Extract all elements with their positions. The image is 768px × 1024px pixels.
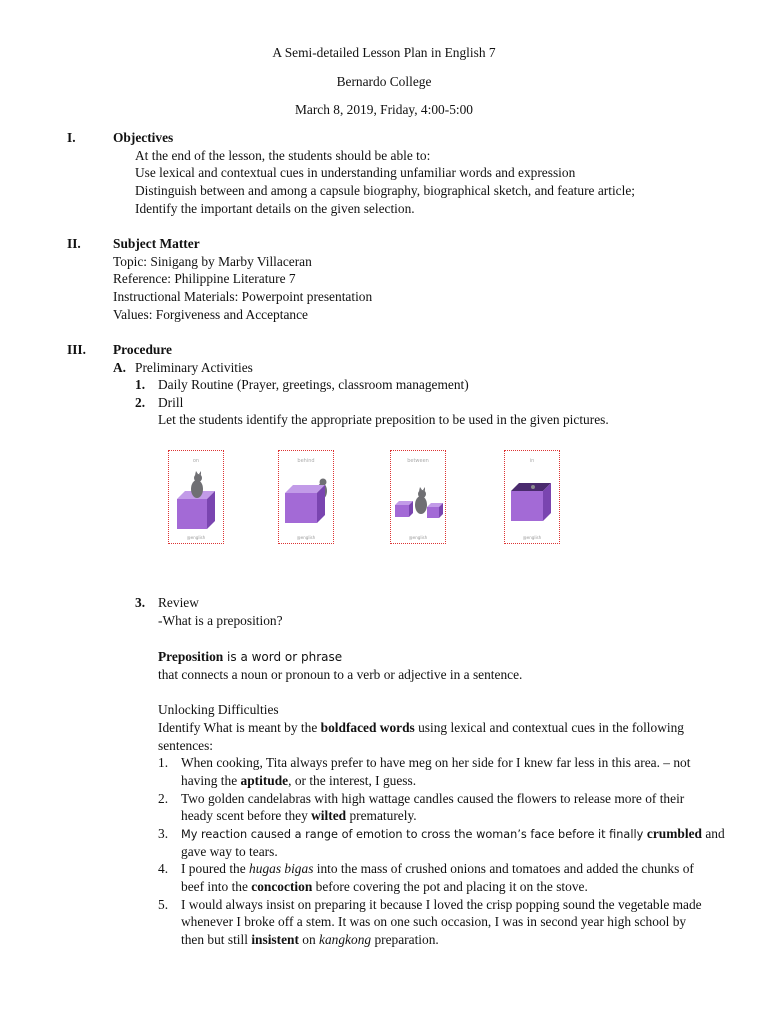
sentence-line: heady scent before they wilted prematurely. — [181, 808, 417, 823]
section-heading-procedure: Procedure — [113, 342, 173, 357]
sentence-number: 4. — [158, 861, 169, 876]
sentence-line: When cooking, Tita always prefer to have meg on her side for I knew far less in this area. – not — [181, 755, 691, 770]
sentence-number: 3. — [158, 826, 169, 841]
subject-line: Values: Forgiveness and Acceptance — [113, 307, 308, 322]
lesson-date: March 8, 2019, Friday, 4:00-5:00 — [294, 102, 474, 117]
sentence-line: My reaction caused a range of emotion to cross the woman’s face before it finally crumbled and — [181, 826, 725, 841]
card-caption: between — [407, 458, 429, 464]
sentence-line: then but still insistent on kangkong preparation. — [181, 932, 439, 947]
section-heading-subject: Subject Matter — [113, 236, 200, 251]
preposition-definition — [158, 648, 342, 666]
card-footer: @english — [522, 535, 542, 540]
objective-line: Distinguish between and among a capsule biography, biographical sketch, and feature article; — [135, 183, 635, 198]
item-text: Daily Routine (Prayer, greetings, classroom management) — [158, 377, 469, 392]
item-text: Review — [158, 595, 199, 610]
definition-line: that connects a noun or pronoun to a verb or adjective in a sentence. — [158, 667, 523, 682]
preposition-card-in — [504, 450, 560, 544]
subject-line: Reference: Philippine Literature 7 — [113, 271, 296, 286]
card-footer: @english — [296, 535, 316, 540]
item-number: 2. — [135, 395, 146, 410]
definition-text: is a word or phrase — [223, 650, 343, 664]
card-caption: in — [529, 458, 535, 464]
subsection-letter: A. — [113, 360, 127, 375]
card-footer: @english — [186, 535, 206, 540]
sentence-number: 5. — [158, 897, 169, 912]
definition-term: Preposition — [158, 649, 224, 664]
section-number-procedure: III. — [67, 342, 86, 357]
item-number: 1. — [135, 377, 146, 392]
objective-line: Use lexical and contextual cues in understanding unfamiliar words and expression — [135, 165, 576, 180]
objective-line: Identify the important details on the given selection. — [135, 201, 415, 216]
sentence-line: beef into the concoction before covering the pot and placing it on the stove. — [181, 879, 588, 894]
preposition-card-behind — [278, 450, 334, 544]
objective-line: At the end of the lesson, the students should be able to: — [135, 148, 431, 163]
unlocking-instruction-line2: sentences: — [158, 738, 214, 753]
card-caption: behind — [297, 458, 315, 464]
unlocking-instruction: Identify What is meant by the boldfaced words using lexical and contextual cues in the following — [158, 720, 684, 735]
cube-with-cat-behind-icon — [279, 451, 333, 543]
subject-line: Topic: Sinigang by Marby Villaceran — [113, 254, 312, 269]
preposition-card-between — [390, 450, 446, 544]
sentence-number: 1. — [158, 755, 169, 770]
review-question: -What is a preposition? — [158, 613, 283, 628]
section-heading-objectives: Objectives — [113, 130, 174, 145]
sentence-number: 2. — [158, 791, 169, 806]
school-name: Bernardo College — [336, 74, 432, 89]
section-number-objectives: I. — [67, 130, 76, 145]
document-title: A Semi-detailed Lesson Plan in English 7 — [272, 45, 496, 60]
item-text: Drill — [158, 395, 184, 410]
unlocking-title: Unlocking Difficulties — [158, 702, 279, 717]
sentence-line: having the aptitude, or the interest, I guess. — [181, 773, 417, 788]
cube-with-cat-on-icon — [169, 451, 223, 543]
subject-line: Instructional Materials: Powerpoint presentation — [113, 289, 373, 304]
cubes-with-cat-between-icon — [391, 451, 445, 543]
sentence-line: Two golden candelabras with high wattage candles caused the flowers to release more of their — [181, 791, 685, 806]
drill-instruction: Let the students identify the appropriate preposition to be used in the given pictures. — [158, 412, 609, 427]
item-number: 3. — [135, 595, 146, 610]
preposition-card-on — [168, 450, 224, 544]
subsection-title: Preliminary Activities — [135, 360, 253, 375]
sentence-line: gave way to tears. — [181, 844, 278, 859]
sentence-line: I poured the hugas bigas into the mass of crushed onions and tomatoes and added the chunks of — [181, 861, 694, 876]
sentence-line: whenever I broke off a stem. It was on one such occasion, I was in second year high school by — [181, 914, 687, 929]
open-box-with-cat-in-icon — [505, 451, 559, 543]
card-footer: @english — [408, 535, 428, 540]
section-number-subject: II. — [67, 236, 81, 251]
sentence-line: I would always insist on preparing it because I loved the crisp popping sound the vegetable made — [181, 897, 702, 912]
card-caption: on — [192, 458, 200, 464]
